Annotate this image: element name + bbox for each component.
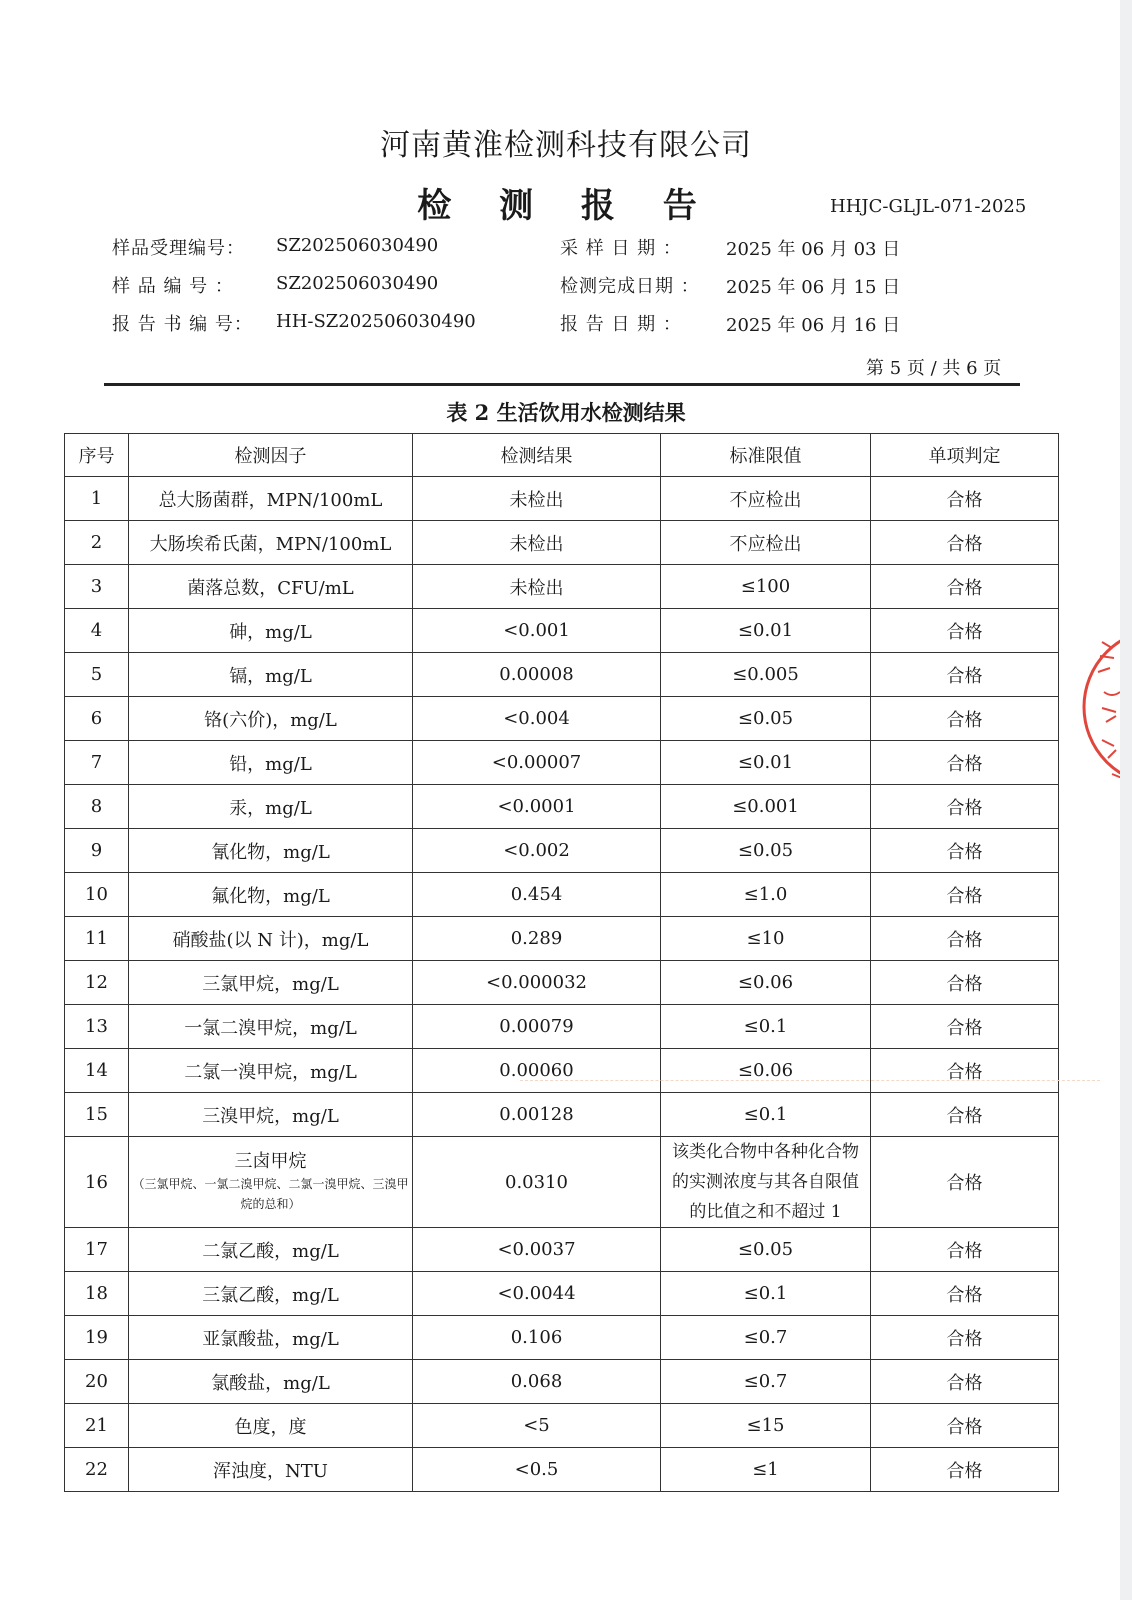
- row-result: 0.0310: [505, 1171, 568, 1193]
- row-judgement-cell: [871, 1228, 1059, 1272]
- row-limit: ≤0.001: [732, 796, 799, 817]
- row-no-cell: [65, 1228, 129, 1272]
- row-result-cell: [413, 961, 661, 1005]
- table-row: [65, 653, 1059, 697]
- row-judgement: 合格: [946, 533, 983, 555]
- row-result: 0.00060: [499, 1060, 574, 1081]
- row-judgement: 合格: [946, 885, 983, 907]
- row-limit: ≤0.05: [737, 1239, 794, 1260]
- row-factor-cell: [129, 521, 413, 565]
- row-result: 0.106: [510, 1327, 563, 1348]
- report-date-value: 2025 年 06 月 16 日: [726, 315, 901, 336]
- row-no-cell: [65, 565, 129, 609]
- row-judgement-cell: [871, 653, 1059, 697]
- header-factor: 检测因子: [129, 434, 413, 477]
- row-judgement: 合格: [946, 709, 983, 731]
- row-result: 0.068: [510, 1371, 563, 1392]
- row-no-cell: [65, 741, 129, 785]
- table-row: [65, 1316, 1059, 1360]
- row-limit-cell: [661, 1228, 871, 1272]
- row-limit: ≤10: [746, 928, 785, 949]
- row-factor: 大肠埃希氏菌，MPN/100mL: [149, 533, 392, 555]
- row-result: 0.454: [510, 884, 563, 905]
- report-no-value: HH-SZ202506030490: [276, 311, 476, 332]
- row-judgement: 合格: [946, 665, 983, 687]
- row-limit: ≤0.1: [743, 1283, 788, 1304]
- row-judgement-cell: [871, 1448, 1059, 1492]
- row-factor-cell: [129, 917, 413, 961]
- table-header-row: [65, 434, 1059, 477]
- report-no-label: 报 告 书 编 号：: [112, 314, 253, 335]
- row-judgement-cell: [871, 521, 1059, 565]
- report-date-label: 报 告 日 期 ：: [560, 314, 682, 335]
- row-limit: ≤0.1: [743, 1104, 788, 1125]
- row-limit-cell: [661, 1005, 871, 1049]
- row-judgement-cell: [871, 1005, 1059, 1049]
- test-complete-date-value: 2025 年 06 月 15 日: [726, 277, 901, 298]
- row-factor: 三溴甲烷，mg/L: [202, 1105, 339, 1127]
- row-no: 18: [85, 1283, 108, 1304]
- page-indicator: 第 5 页 / 共 6 页: [866, 358, 1002, 379]
- row-judgement: 合格: [946, 841, 983, 863]
- row-factor-cell: [129, 1137, 413, 1228]
- row-judgement: 合格: [946, 973, 983, 995]
- table-body: [65, 477, 1059, 1492]
- row-no-cell: [65, 1316, 129, 1360]
- row-limit-cell: [661, 565, 871, 609]
- row-limit-cell: [661, 609, 871, 653]
- row-result-cell: [413, 1049, 661, 1093]
- row-result-cell: [413, 1093, 661, 1137]
- row-limit: 不应检出: [729, 489, 802, 511]
- row-no: 22: [85, 1459, 108, 1480]
- row-result: <0.00007: [491, 752, 582, 773]
- row-result-cell: [413, 1404, 661, 1448]
- row-no: 15: [85, 1104, 108, 1125]
- test-complete-date-label: 检测完成日期 ：: [560, 276, 700, 297]
- row-factor-cell: [129, 1404, 413, 1448]
- row-result-cell: [413, 521, 661, 565]
- row-limit-cell: [661, 653, 871, 697]
- row-factor-cell: [129, 1049, 413, 1093]
- row-judgement-cell: [871, 1093, 1059, 1137]
- row-result-cell: [413, 741, 661, 785]
- row-no: 4: [90, 620, 103, 641]
- row-factor-cell: [129, 609, 413, 653]
- row-no-cell: [65, 1448, 129, 1492]
- row-factor-cell: [129, 565, 413, 609]
- row-no-cell: [65, 1049, 129, 1093]
- row-result: <5: [523, 1415, 550, 1436]
- row-limit-cell: [661, 873, 871, 917]
- row-judgement: 合格: [946, 1460, 983, 1482]
- row-judgement-cell: [871, 1404, 1059, 1448]
- row-no: 2: [90, 532, 103, 553]
- table-row: [65, 697, 1059, 741]
- row-limit-cell: [661, 697, 871, 741]
- table-row: [65, 1404, 1059, 1448]
- row-limit: ≤0.01: [737, 752, 794, 773]
- sample-receipt-no-value: SZ202506030490: [276, 235, 439, 256]
- row-no-cell: [65, 917, 129, 961]
- report-title: 检 测 报 告: [417, 186, 715, 226]
- row-limit-cell: [661, 1093, 871, 1137]
- scan-edge: [1120, 0, 1132, 1600]
- row-no-cell: [65, 697, 129, 741]
- row-factor-note: （三氯甲烷、一氯二溴甲烷、二氯一溴甲烷、三溴甲烷的总和）: [132, 1177, 409, 1211]
- row-limit: 不应检出: [729, 533, 802, 555]
- row-factor-cell: [129, 1316, 413, 1360]
- row-judgement-cell: [871, 961, 1059, 1005]
- row-limit-cell: [661, 1316, 871, 1360]
- row-judgement: 合格: [946, 1372, 983, 1394]
- row-limit: ≤0.7: [743, 1327, 788, 1348]
- row-result: 0.00008: [499, 664, 574, 685]
- row-judgement-cell: [871, 609, 1059, 653]
- row-no-cell: [65, 1093, 129, 1137]
- row-factor: 色度，度: [234, 1416, 307, 1438]
- row-judgement-cell: [871, 873, 1059, 917]
- row-no: 9: [90, 840, 103, 861]
- row-result-cell: [413, 1448, 661, 1492]
- row-no: 14: [85, 1060, 108, 1081]
- row-factor: 汞，mg/L: [229, 797, 312, 819]
- row-no: 5: [90, 664, 103, 685]
- row-factor: 氯酸盐，mg/L: [211, 1372, 330, 1394]
- row-factor-cell: [129, 1272, 413, 1316]
- row-factor-cell: [129, 1005, 413, 1049]
- row-judgement: 合格: [946, 753, 983, 775]
- row-result-cell: [413, 785, 661, 829]
- row-judgement-cell: [871, 917, 1059, 961]
- row-result: <0.0001: [497, 796, 576, 817]
- row-limit: ≤0.05: [737, 708, 794, 729]
- row-result-cell: [413, 1137, 661, 1228]
- table-row: [65, 741, 1059, 785]
- table-row: [65, 1360, 1059, 1404]
- row-limit-cell: [661, 1360, 871, 1404]
- row-result-cell: [413, 477, 661, 521]
- row-result: <0.5: [514, 1459, 559, 1480]
- header-divider: [104, 383, 1020, 386]
- table-row: [65, 1137, 1059, 1228]
- header-no: 序号: [65, 434, 129, 477]
- row-factor-cell: [129, 653, 413, 697]
- row-result-cell: [413, 697, 661, 741]
- row-limit: ≤0.06: [737, 972, 794, 993]
- table-row: [65, 565, 1059, 609]
- table-row: [65, 1228, 1059, 1272]
- row-result-cell: [413, 1316, 661, 1360]
- row-factor: 砷，mg/L: [229, 621, 312, 643]
- row-limit-cell: [661, 961, 871, 1005]
- row-limit: ≤15: [746, 1415, 785, 1436]
- row-judgement: 合格: [946, 621, 983, 643]
- row-factor-cell: [129, 1093, 413, 1137]
- header-limit: 标准限值: [661, 434, 871, 477]
- row-limit-cell: [661, 1049, 871, 1093]
- table-row: [65, 1272, 1059, 1316]
- row-result: 未检出: [509, 489, 564, 511]
- company-name: 河南黄淮检测科技有限公司: [380, 128, 752, 163]
- row-limit-cell: [661, 477, 871, 521]
- row-factor-cell: [129, 741, 413, 785]
- table-row: [65, 1093, 1059, 1137]
- row-limit-cell: [661, 1272, 871, 1316]
- sample-receipt-no-label: 样品受理编号：: [112, 238, 245, 259]
- row-factor-cell: [129, 477, 413, 521]
- sample-no-label: 样 品 编 号 ：: [112, 276, 234, 297]
- row-no-cell: [65, 1272, 129, 1316]
- row-judgement: 合格: [946, 1284, 983, 1306]
- row-limit-cell: [661, 917, 871, 961]
- header-judgement: 单项判定: [871, 434, 1059, 477]
- row-factor: 亚氯酸盐，mg/L: [202, 1328, 339, 1350]
- row-no-cell: [65, 1404, 129, 1448]
- table-row: [65, 1049, 1059, 1093]
- row-judgement: 合格: [946, 1173, 983, 1194]
- table-row: [65, 873, 1059, 917]
- row-factor-cell: [129, 785, 413, 829]
- row-factor: 三氯甲烷，mg/L: [202, 973, 339, 995]
- row-result: <0.001: [503, 620, 570, 641]
- row-no: 21: [85, 1415, 108, 1436]
- row-factor: 菌落总数，CFU/mL: [187, 577, 354, 599]
- row-result-cell: [413, 609, 661, 653]
- row-factor: 总大肠菌群，MPN/100mL: [158, 489, 383, 511]
- row-no: 13: [85, 1016, 108, 1037]
- row-no-cell: [65, 1005, 129, 1049]
- row-result-cell: [413, 873, 661, 917]
- row-no-cell: [65, 829, 129, 873]
- row-result-cell: [413, 917, 661, 961]
- row-no-cell: [65, 521, 129, 565]
- row-limit-cell: [661, 1448, 871, 1492]
- row-factor-cell: [129, 697, 413, 741]
- row-factor: 氟化物，mg/L: [211, 885, 330, 907]
- row-judgement: 合格: [946, 577, 983, 599]
- row-limit-cell: [661, 1404, 871, 1448]
- row-no-cell: [65, 1360, 129, 1404]
- row-judgement: 合格: [946, 489, 983, 511]
- row-judgement-cell: [871, 1049, 1059, 1093]
- row-factor-cell: [129, 1360, 413, 1404]
- row-factor-cell: [129, 1228, 413, 1272]
- row-limit: ≤0.7: [743, 1371, 788, 1392]
- row-result-cell: [413, 1228, 661, 1272]
- row-limit: ≤0.01: [737, 620, 794, 641]
- row-limit: ≤1: [752, 1459, 779, 1480]
- row-factor-cell: [129, 873, 413, 917]
- row-limit-cell: [661, 1137, 871, 1228]
- row-judgement-cell: [871, 741, 1059, 785]
- row-result: <0.000032: [486, 972, 587, 993]
- row-factor: 铅，mg/L: [229, 753, 312, 775]
- row-judgement: 合格: [946, 1061, 983, 1083]
- row-result-cell: [413, 653, 661, 697]
- row-limit: ≤0.1: [743, 1016, 788, 1037]
- row-result: 未检出: [509, 577, 564, 599]
- row-no: 11: [85, 928, 108, 949]
- row-result: <0.004: [503, 708, 570, 729]
- row-result-cell: [413, 1272, 661, 1316]
- row-limit: ≤0.05: [737, 840, 794, 861]
- row-judgement: 合格: [946, 1017, 983, 1039]
- row-no-cell: [65, 477, 129, 521]
- row-judgement: 合格: [946, 1328, 983, 1350]
- table-row: [65, 917, 1059, 961]
- row-no: 8: [90, 796, 103, 817]
- row-factor: 浑浊度，NTU: [213, 1460, 328, 1482]
- row-factor: 一氯二溴甲烷，mg/L: [184, 1017, 357, 1039]
- row-no: 7: [90, 752, 103, 773]
- row-factor: 二氯乙酸，mg/L: [202, 1240, 339, 1262]
- table-row: [65, 961, 1059, 1005]
- row-judgement-cell: [871, 1316, 1059, 1360]
- table-row: [65, 785, 1059, 829]
- row-no: 1: [90, 488, 103, 509]
- table-row: [65, 521, 1059, 565]
- row-judgement-cell: [871, 565, 1059, 609]
- row-judgement: 合格: [946, 1240, 983, 1262]
- row-judgement-cell: [871, 1137, 1059, 1228]
- row-factor: 二氯一溴甲烷，mg/L: [184, 1061, 357, 1083]
- row-factor: 镉，mg/L: [229, 665, 312, 687]
- document-number: HHJC-GLJL-071-2025: [830, 196, 1027, 217]
- row-no-cell: [65, 961, 129, 1005]
- scan-artifact-line: [520, 1080, 1100, 1081]
- row-factor: 三氯乙酸，mg/L: [202, 1284, 339, 1306]
- results-table: [64, 433, 1059, 1492]
- row-no: 20: [85, 1371, 108, 1392]
- row-no: 12: [85, 972, 108, 993]
- row-judgement-cell: [871, 477, 1059, 521]
- row-factor: 硝酸盐(以 N 计)，mg/L: [172, 929, 369, 951]
- row-no: 3: [90, 576, 103, 597]
- table-row: [65, 1448, 1059, 1492]
- row-result: 0.00128: [499, 1104, 574, 1125]
- row-judgement: 合格: [946, 797, 983, 819]
- sampling-date-value: 2025 年 06 月 03 日: [726, 239, 901, 260]
- row-judgement-cell: [871, 829, 1059, 873]
- row-factor: 氰化物，mg/L: [211, 841, 330, 863]
- row-no-cell: [65, 873, 129, 917]
- row-no: 10: [85, 884, 108, 905]
- seal-glyph-mark: [1102, 692, 1120, 722]
- row-result-cell: [413, 1360, 661, 1404]
- row-no: 17: [85, 1239, 108, 1260]
- row-no-cell: [65, 609, 129, 653]
- sample-no-value: SZ202506030490: [276, 273, 439, 294]
- row-no: 19: [85, 1327, 108, 1348]
- table-row: [65, 477, 1059, 521]
- row-no: 16: [85, 1171, 108, 1193]
- row-judgement: 合格: [946, 1416, 983, 1438]
- row-no-cell: [65, 653, 129, 697]
- row-factor-cell: [129, 1448, 413, 1492]
- row-limit-cell: [661, 741, 871, 785]
- row-limit: ≤0.06: [737, 1060, 794, 1081]
- row-judgement-cell: [871, 697, 1059, 741]
- row-limit-cell: [661, 785, 871, 829]
- row-result: <0.0037: [497, 1239, 576, 1260]
- row-factor-cell: [129, 829, 413, 873]
- row-judgement-cell: [871, 1272, 1059, 1316]
- row-limit: ≤100: [740, 576, 791, 597]
- row-judgement-cell: [871, 785, 1059, 829]
- row-result: 0.289: [510, 928, 563, 949]
- row-no: 6: [90, 708, 103, 729]
- row-limit-cell: [661, 829, 871, 873]
- table-caption: 表 2 生活饮用水检测结果: [446, 400, 686, 425]
- row-judgement: 合格: [946, 1105, 983, 1127]
- row-judgement-cell: [871, 1360, 1059, 1404]
- row-limit: ≤1.0: [743, 884, 788, 905]
- table-row: [65, 609, 1059, 653]
- row-factor-cell: [129, 961, 413, 1005]
- row-judgement: 合格: [946, 929, 983, 951]
- row-result: <0.002: [503, 840, 570, 861]
- row-limit-cell: [661, 521, 871, 565]
- row-result: <0.0044: [497, 1283, 576, 1304]
- row-result: 未检出: [509, 533, 564, 555]
- table-row: [65, 1005, 1059, 1049]
- row-result-cell: [413, 829, 661, 873]
- row-limit: 该类化合物中各种化合物的实测浓度与其各自限值的比值之和不超过 1: [672, 1142, 859, 1222]
- row-no-cell: [65, 1137, 129, 1228]
- row-no-cell: [65, 785, 129, 829]
- sampling-date-label: 采 样 日 期 ：: [560, 238, 682, 259]
- row-factor: 三卤甲烷: [234, 1151, 307, 1172]
- header-result: 检测结果: [413, 434, 661, 477]
- row-result-cell: [413, 1005, 661, 1049]
- row-factor: 铬(六价)，mg/L: [204, 709, 337, 731]
- row-result-cell: [413, 565, 661, 609]
- row-result: 0.00079: [499, 1016, 574, 1037]
- table-row: [65, 829, 1059, 873]
- row-limit: ≤0.005: [732, 664, 799, 685]
